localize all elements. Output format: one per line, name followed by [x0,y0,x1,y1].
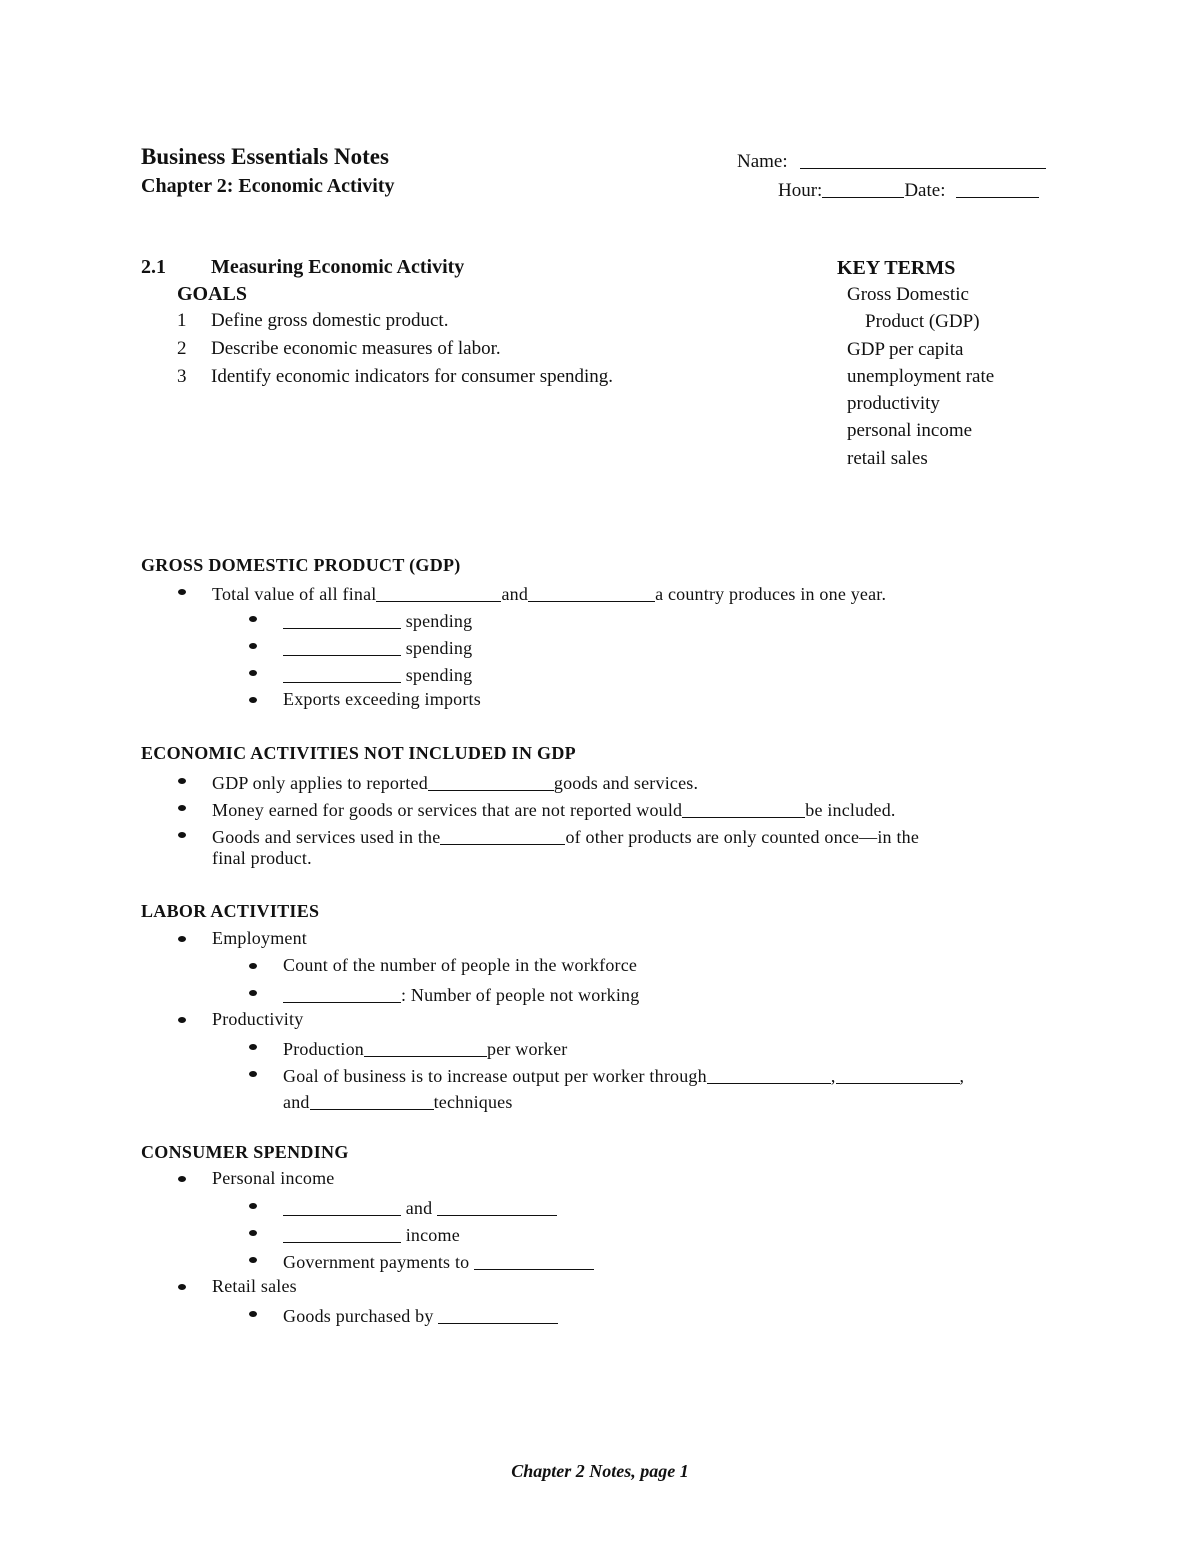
goal-text: Describe economic measures of labor. [211,338,501,359]
spending-item: spending [283,635,472,659]
bullet-icon [249,963,257,969]
not-included-item: Goods and services used in the of other products are only counted once—in the [212,827,920,847]
gdp-heading: GROSS DOMESTIC PRODUCT (GDP) [141,555,461,575]
chapter-subtitle: Chapter 2: Economic Activity [141,175,395,197]
goal-number: 1 [177,310,187,331]
labor-heading: LABOR ACTIVITIES [141,901,320,921]
goal-text: Define gross domestic product. [211,310,449,331]
key-term: Product (GDP) [865,311,980,332]
production-item: Production per worker [283,1039,568,1059]
key-term: unemployment rate [847,366,995,387]
key-term: personal income [847,420,973,441]
name-label: Name: [737,151,788,172]
page-footer: Chapter 2 Notes, page 1 [511,1461,689,1481]
bullet-icon [249,1257,257,1263]
hour-date-field[interactable] [778,176,1039,202]
key-terms-label: KEY TERMS [837,257,956,279]
bullet-icon [249,1203,257,1209]
retail-sales-item: Retail sales [212,1276,297,1296]
blank-line[interactable] [283,637,401,656]
blank-line[interactable] [440,826,565,845]
spending-item: spending [283,662,472,686]
bullet-icon [178,1017,186,1023]
blank-line[interactable] [438,1305,558,1324]
productivity-item: Productivity [212,1009,304,1029]
personal-income-item: Personal income [212,1168,335,1188]
hour-blank[interactable] [822,178,904,198]
income-sources-item: and [283,1195,557,1219]
gdp-definition: Total value of all final and a country produces in one year. [212,584,887,604]
blank-line[interactable] [836,1065,960,1084]
blank-line[interactable] [283,1224,401,1243]
business-goal-item: Goal of business is to increase output per worker through , , [283,1066,965,1086]
not-included-item-continued: final product. [212,848,312,868]
blank-line[interactable] [474,1251,594,1270]
bullet-icon [249,1230,257,1236]
bullet-icon [178,832,186,838]
blank-line[interactable] [283,1197,401,1216]
blank-line[interactable] [376,583,501,602]
bullet-icon [178,1176,186,1182]
blank-line[interactable] [310,1091,434,1110]
name-blank[interactable] [800,149,1046,169]
not-included-item: Money earned for goods or services that are not reported would be included. [212,800,896,820]
bullet-icon [249,616,257,622]
bullet-icon [249,670,257,676]
government-payments-item: Government payments to [283,1249,594,1273]
consumer-heading: CONSUMER SPENDING [141,1142,349,1162]
goals-label: GOALS [177,283,248,305]
income-type-item: income [283,1222,460,1246]
goods-purchased-item: Goods purchased by [283,1303,558,1327]
key-term: GDP per capita [847,339,964,360]
bullet-icon [249,643,257,649]
business-goal-item-continued: and techniques [283,1092,513,1112]
blank-line[interactable] [682,799,805,818]
goal-text: Identify economic indicators for consumer spending. [211,366,614,387]
hour-label: Hour: [778,180,823,201]
workforce-count-item: Count of the number of people in the workforce [283,955,638,975]
bullet-icon [178,1284,186,1290]
blank-line[interactable] [437,1197,557,1216]
bullet-icon [249,1071,257,1077]
blank-line[interactable] [283,984,401,1003]
employment-item: Employment [212,928,307,948]
not-included-heading: ECONOMIC ACTIVITIES NOT INCLUDED IN GDP [141,743,576,763]
bullet-icon [249,1044,257,1050]
spending-item: spending [283,608,472,632]
bullet-icon [178,936,186,942]
unemployed-item: : Number of people not working [283,982,639,1006]
bullet-icon [249,697,257,703]
blank-line[interactable] [283,664,401,683]
blank-line[interactable] [707,1065,831,1084]
bullet-icon [249,990,257,996]
blank-line[interactable] [428,772,554,791]
exports-item: Exports exceeding imports [283,689,481,709]
date-blank[interactable] [956,178,1039,198]
document-title: Business Essentials Notes [141,144,389,169]
date-label: Date: [904,180,946,201]
key-term: productivity [847,393,940,414]
key-term: retail sales [847,448,928,469]
not-included-item: GDP only applies to reported goods and services. [212,773,699,793]
goal-number: 2 [177,338,187,359]
bullet-icon [178,589,186,595]
key-term: Gross Domestic [847,284,969,305]
goal-number: 3 [177,366,187,387]
blank-line[interactable] [528,583,655,602]
name-field[interactable] [737,147,1046,173]
section-number: 2.1 [141,256,166,278]
section-title: Measuring Economic Activity [211,256,465,278]
bullet-icon [249,1311,257,1317]
bullet-icon [178,778,186,784]
blank-line[interactable] [364,1038,487,1057]
blank-line[interactable] [283,610,401,629]
bullet-icon [178,805,186,811]
